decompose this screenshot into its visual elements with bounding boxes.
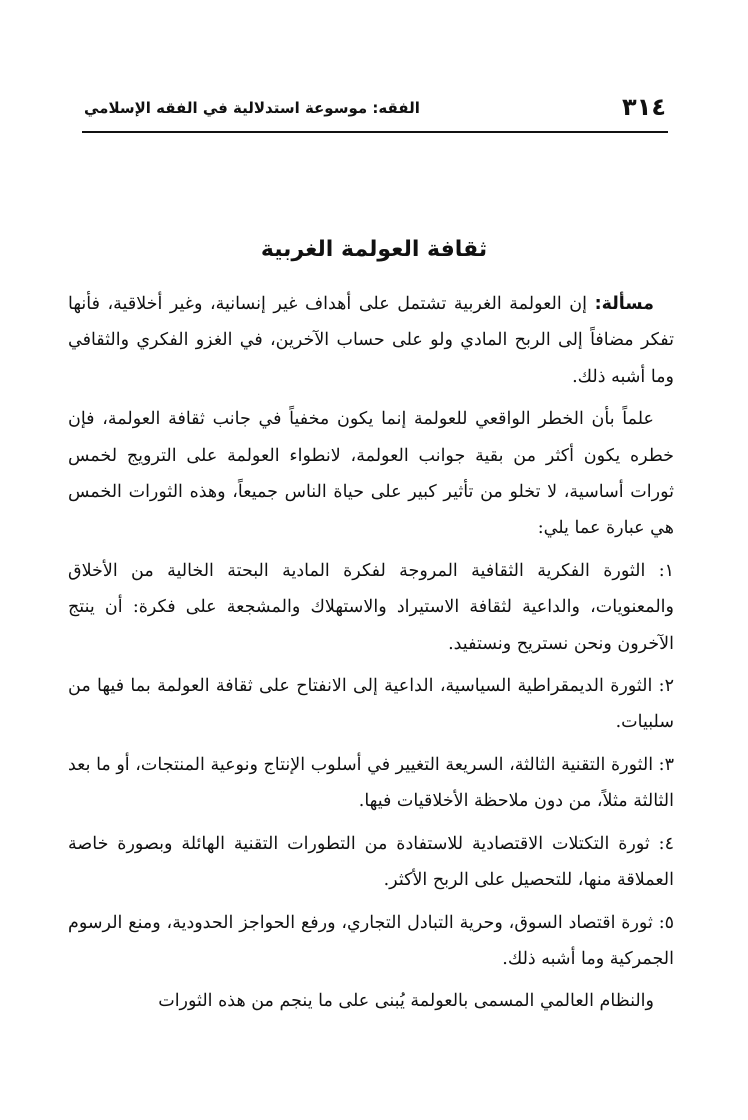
paragraph-mas-ala <box>68 286 674 395</box>
book-title: الفقه: موسوعة استدلالية في الفقه الإسلامي <box>84 99 420 117</box>
list-item-3: ٣: الثورة التقنية الثالثة، السريعة التغيير في أسلوب الإنتاج ونوعية المنتجات، أو ما بعد الثالثة مثلاً، من دون ملاحظة الأخلاقيات فيها. <box>68 754 674 812</box>
list-item-2: ٢: الثورة الديمقراطية السياسية، الداعية إلى الانفتاح على ثقافة العولمة بما فيها من سلبيات. <box>68 676 674 733</box>
mas-ala-label: مسألة: <box>594 294 654 314</box>
section-title: ثقافة العولمة الغربية <box>260 237 488 262</box>
page-number: ٣١٤ <box>622 93 666 121</box>
running-header <box>84 92 666 122</box>
list-item-1: ١: الثورة الفكرية الثقافية المروجة لفكرة المادية البحتة الخالية من الأخلاق والمعنويات، والداعية لثقافة الاستيراد والاستهلاك والمشجعة على فكرة: أن ينتج الآخرون ونحن نستريح ونستفيد. <box>68 560 674 654</box>
paragraph: علماً بأن الخطر الواقعي للعولمة إنما يكون مخفياً في جانب ثقافة العولمة، فإن خطره يكون أكثر من بقية جوانب العولمة، لانطواء العولمة على الترويج لخمس ثورات أساسية، لا تخلو من تأثير كبير على حياة الناس جميعاً، وهذه الثورات الخمس هي عبارة عما يلي: <box>68 409 674 539</box>
header-rule <box>82 131 668 133</box>
body-text <box>68 286 674 1026</box>
paragraph-text: إن العولمة الغربية تشتمل على أهداف غير إنسانية، وغير أخلاقية، فأنها تفكر مضافاً إلى الربح المادي ولو على حساب الآخرين، في الغزو الفكري والثقافي وما أشبه ذلك. <box>68 294 674 387</box>
list-item-4: ٤: ثورة التكتلات الاقتصادية للاستفادة من التطورات التقنية الهائلة وبصورة خاصة العملاقة منها، للتحصيل على الربح الأكثر. <box>68 833 674 891</box>
list-item-5: ٥: ثورة اقتصاد السوق، وحرية التبادل التجاري، ورفع الحواجز الحدودية، ومنع الرسوم الجمركية وما أشبه ذلك. <box>68 912 674 969</box>
paragraph-continuation: والنظام العالمي المسمى بالعولمة يُبنى على ما ينجم من هذه الثورات <box>158 991 654 1012</box>
